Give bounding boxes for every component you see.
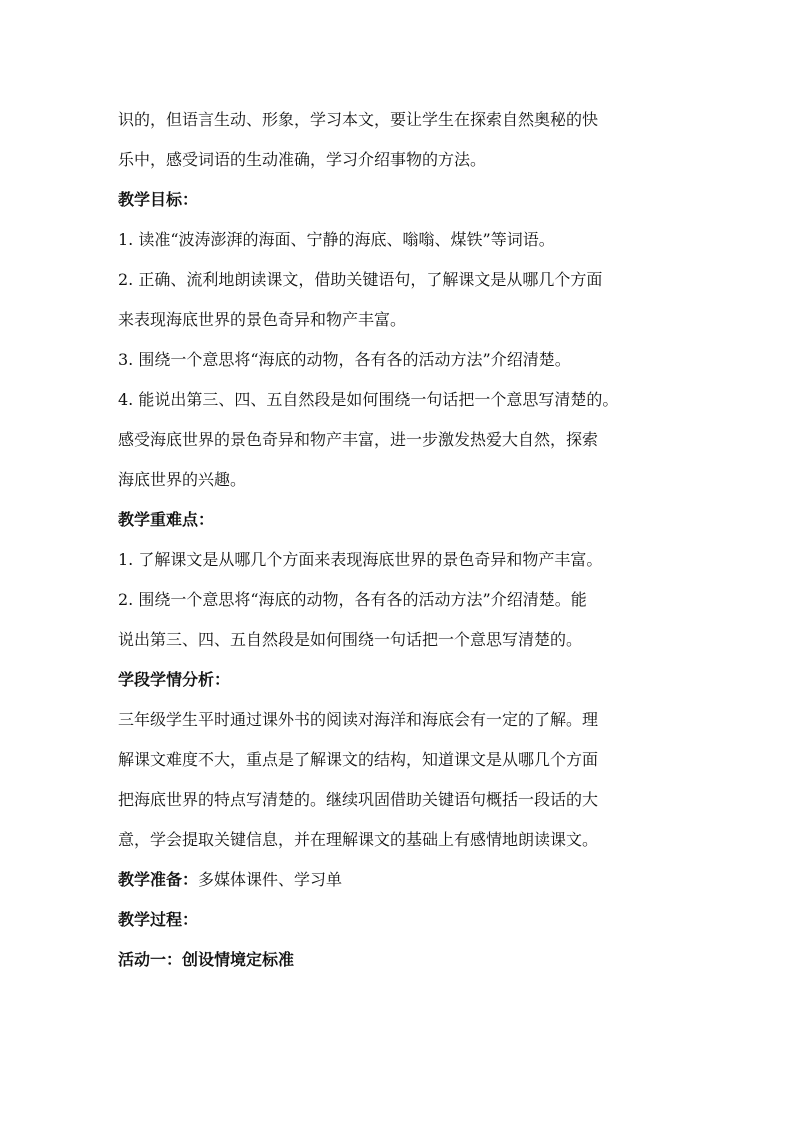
analysis-line: 三年级学生平时通过课外书的阅读对海洋和海底会有一定的了解。理 [118, 710, 599, 729]
process-heading: 教学过程： [118, 910, 199, 929]
key-point-line: 1. 了解课文是从哪几个方面来表现海底世界的景色奇异和物产丰富。 [118, 550, 603, 569]
analysis-line: 解课文难度不大，重点是了解课文的结构，知道课文是从哪几个方面 [118, 750, 599, 769]
objective-line: 1. 读准“波涛澎湃的海面、宁静的海底、嗡嗡、煤铁”等词语。 [118, 230, 555, 249]
objective-line: 4. 能说出第三、四、五自然段是如何围绕一句话把一个意思写清楚的。 [118, 390, 619, 409]
objective-line: 感受海底世界的景色奇异和物产丰富，进一步激发热爱大自然，探索 [118, 430, 599, 449]
intro-line: 乐中，感受词语的生动准确，学习介绍事物的方法。 [118, 150, 487, 169]
objective-line: 海底世界的兴趣。 [118, 470, 247, 489]
objective-line: 2. 正确、流利地朗读课文，借助关键语句，了解课文是从哪几个方面 [118, 270, 603, 289]
activity-heading: 活动一：创设情境定标准 [118, 950, 295, 969]
objectives-heading: 教学目标： [118, 190, 199, 209]
key-point-line: 说出第三、四、五自然段是如何围绕一句话把一个意思写清楚的。 [118, 630, 583, 649]
key-points-heading: 教学重难点： [118, 510, 215, 529]
analysis-heading: 学段学情分析： [118, 670, 231, 689]
intro-line: 识的，但语言生动、形象，学习本文，要让学生在探索自然奥秘的快 [118, 110, 599, 129]
preparation-line [118, 860, 676, 900]
analysis-line: 意，学会提取关键信息，并在理解课文的基础上有感情地朗读课文。 [118, 830, 599, 849]
preparation-value: 多媒体课件、学习单 [198, 870, 343, 889]
analysis-line: 把海底世界的特点写清楚的。继续巩固借助关键语句概括一段话的大 [118, 790, 599, 809]
preparation-label: 教学准备： [118, 870, 199, 889]
key-point-line: 2. 围绕一个意思将“海底的动物，各有各的活动方法”介绍清楚。能 [118, 590, 587, 609]
objective-line: 来表现海底世界的景色奇异和物产丰富。 [118, 310, 407, 329]
objective-line: 3. 围绕一个意思将“海底的动物，各有各的活动方法”介绍清楚。 [118, 350, 571, 369]
